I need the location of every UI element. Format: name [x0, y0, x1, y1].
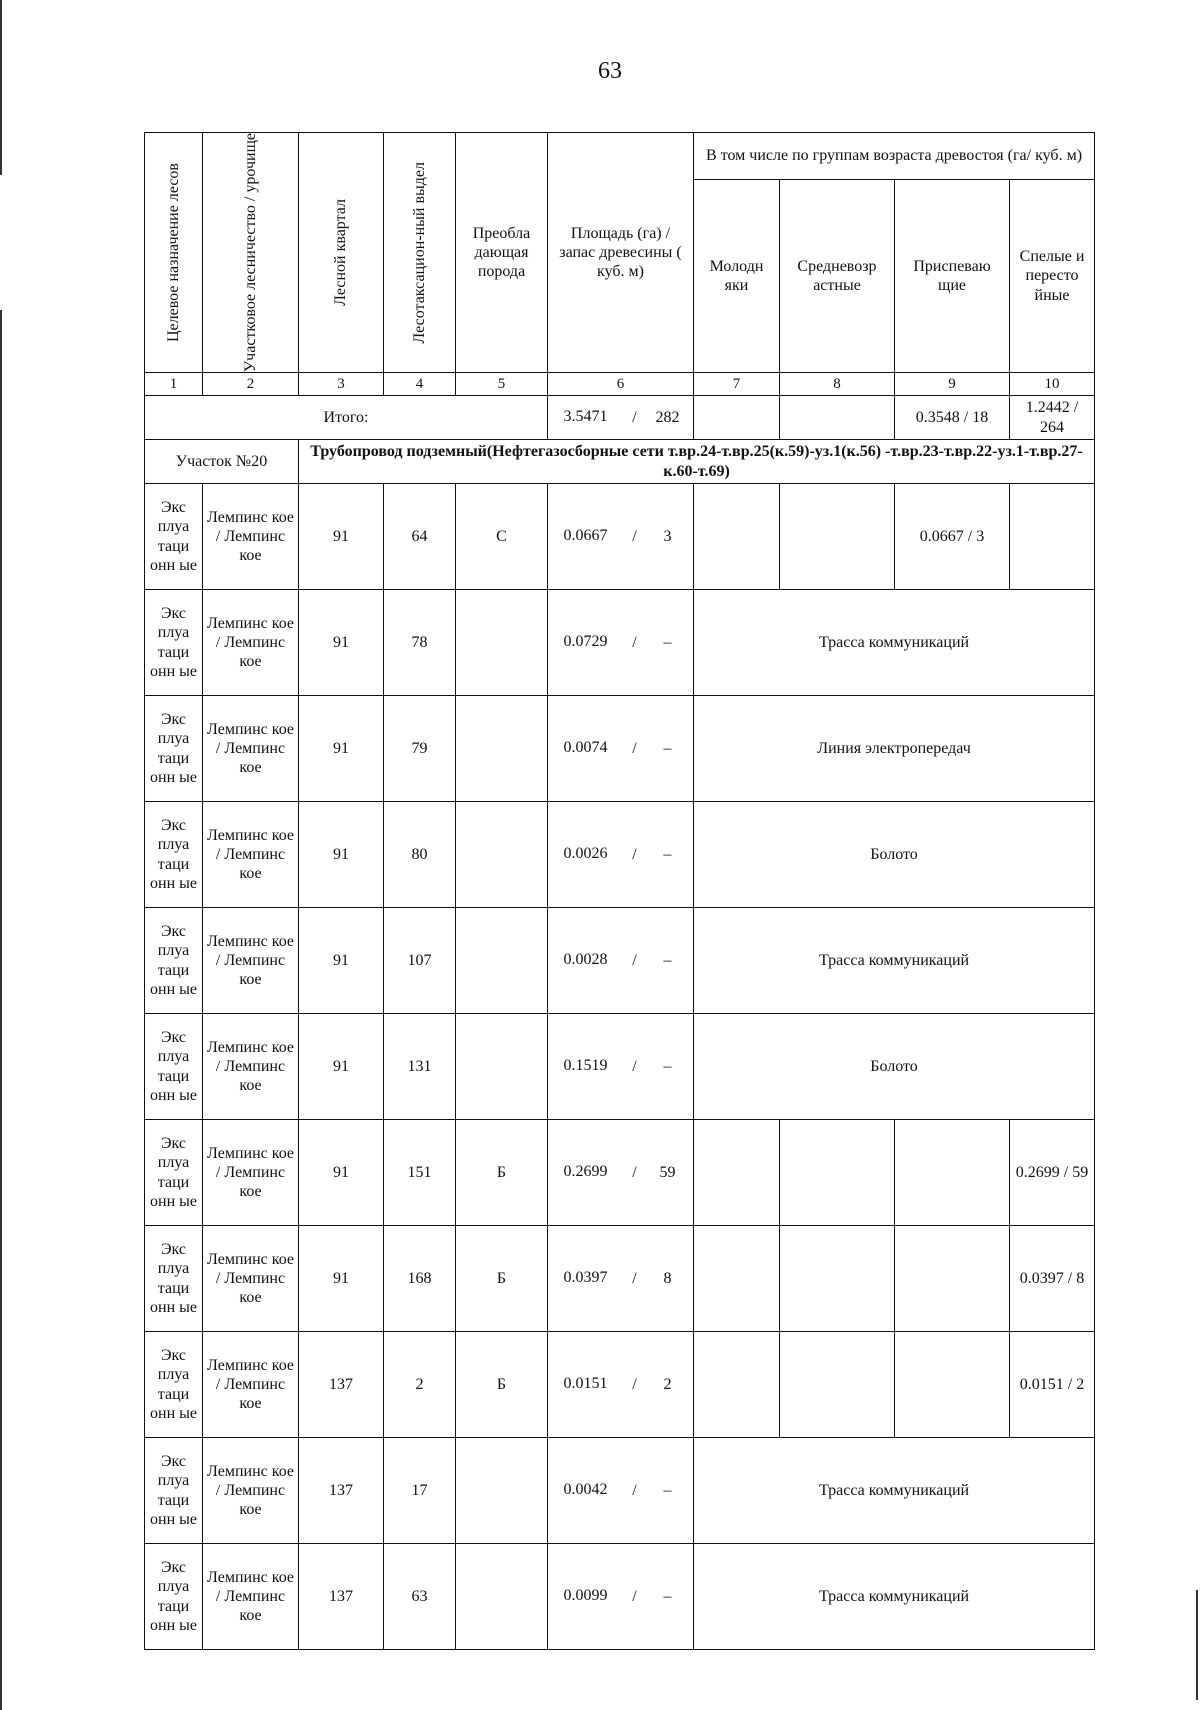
- young-value: [694, 484, 780, 590]
- header-maturing: Приспеваю щие: [895, 180, 1010, 373]
- header-purpose: Целевое назначение лесов: [145, 133, 203, 373]
- area-value: 0.0074: [563, 739, 608, 757]
- area-value: 0.0042: [563, 1481, 608, 1499]
- column-number: 4: [384, 373, 456, 396]
- table-row: [145, 908, 1095, 1014]
- forest-purpose: Экс плуа таци онн ые: [145, 1120, 203, 1226]
- land-category-note: Трасса коммуникаций: [694, 1438, 1095, 1544]
- header-mature: Спелые и пересто йные: [1010, 180, 1095, 373]
- forest-quarter: 91: [299, 696, 384, 802]
- volume-value: –: [663, 952, 672, 970]
- area-volume-cell: [548, 1014, 694, 1120]
- table-row: [145, 1014, 1095, 1120]
- column-number: 10: [1010, 373, 1095, 396]
- forest-quarter: 137: [299, 1438, 384, 1544]
- total-area: 3.5471: [563, 408, 608, 426]
- forest-quarter: 91: [299, 908, 384, 1014]
- dominant-species: [456, 1014, 548, 1120]
- column-number: 1: [145, 373, 203, 396]
- dominant-species: С: [456, 484, 548, 590]
- column-number: 8: [780, 373, 895, 396]
- forest-vydel: 79: [384, 696, 456, 802]
- volume-value: 2: [663, 1376, 672, 1394]
- mature-value: [1010, 484, 1095, 590]
- forest-quarter: 137: [299, 1332, 384, 1438]
- total-label: Итого:: [145, 396, 548, 440]
- area-volume-cell: [548, 590, 694, 696]
- table-row: [145, 590, 1095, 696]
- forest-purpose: Экс плуа таци онн ые: [145, 802, 203, 908]
- column-number: 2: [203, 373, 299, 396]
- volume-value: 59: [659, 1164, 676, 1182]
- forest-vydel: 107: [384, 908, 456, 1014]
- total-middle-aged: [780, 396, 895, 440]
- header-area: Площадь (га) / запас древесины ( куб. м): [548, 133, 694, 373]
- column-number: 5: [456, 373, 548, 396]
- land-category-note: Трасса коммуникаций: [694, 908, 1095, 1014]
- area-separator: /: [632, 1482, 637, 1500]
- maturing-value: [895, 1332, 1010, 1438]
- forest-quarter: 91: [299, 1226, 384, 1332]
- area-separator: /: [632, 740, 637, 758]
- volume-value: –: [663, 1588, 672, 1606]
- total-young: [694, 396, 780, 440]
- maturing-value: [895, 1120, 1010, 1226]
- land-category-note: Трасса коммуникаций: [694, 590, 1095, 696]
- table-row: [145, 802, 1095, 908]
- area-value: 0.0028: [563, 951, 608, 969]
- dominant-species: [456, 1438, 548, 1544]
- area-value: 0.2699: [563, 1163, 608, 1181]
- forest-quarter: 91: [299, 1014, 384, 1120]
- volume-value: –: [663, 634, 672, 652]
- area-volume-cell: [548, 696, 694, 802]
- area-volume-cell: [548, 1544, 694, 1650]
- volume-value: –: [663, 846, 672, 864]
- forest-vydel: 17: [384, 1438, 456, 1544]
- forest-purpose: Экс плуа таци онн ые: [145, 696, 203, 802]
- area-separator: /: [632, 846, 637, 864]
- area-volume-cell: [548, 484, 694, 590]
- header-forestry: Участковое лесничество / урочище: [203, 133, 299, 373]
- mature-value: 0.0397 / 8: [1010, 1226, 1095, 1332]
- volume-value: 3: [663, 528, 672, 546]
- dominant-species: Б: [456, 1120, 548, 1226]
- dominant-species: [456, 1544, 548, 1650]
- young-value: [694, 1332, 780, 1438]
- dominant-species: [456, 696, 548, 802]
- forest-vydel: 80: [384, 802, 456, 908]
- volume-value: –: [663, 1058, 672, 1076]
- forest-purpose: Экс плуа таци онн ые: [145, 484, 203, 590]
- land-category-note: Болото: [694, 802, 1095, 908]
- forestry-name: Лемпинс кое / Лемпинс кое: [203, 1014, 299, 1120]
- forestry-name: Лемпинс кое / Лемпинс кое: [203, 590, 299, 696]
- area-separator: /: [632, 634, 637, 652]
- area-value: 0.0099: [563, 1587, 608, 1605]
- forest-register-table: [144, 132, 1095, 1650]
- area-separator: /: [632, 409, 637, 427]
- forest-purpose: Экс плуа таци онн ые: [145, 1544, 203, 1650]
- area-separator: /: [632, 1164, 637, 1182]
- forest-purpose: Экс плуа таци онн ые: [145, 590, 203, 696]
- forest-vydel: 2: [384, 1332, 456, 1438]
- table-row: [145, 1226, 1095, 1332]
- total-maturing: 0.3548 / 18: [895, 396, 1010, 440]
- land-category-note: Линия электропередач: [694, 696, 1095, 802]
- page-number: 63: [598, 58, 622, 84]
- forest-purpose: Экс плуа таци онн ые: [145, 1014, 203, 1120]
- forestry-name: Лемпинс кое / Лемпинс кое: [203, 802, 299, 908]
- mature-value: 0.0151 / 2: [1010, 1332, 1095, 1438]
- header-vydel: Лесотаксацион-ный выдел: [384, 133, 456, 373]
- area-volume-cell: [548, 1226, 694, 1332]
- column-number-row: [145, 373, 1095, 396]
- area-volume-cell: [548, 1120, 694, 1226]
- forest-purpose: Экс плуа таци онн ые: [145, 1438, 203, 1544]
- area-separator: /: [632, 1588, 637, 1606]
- area-value: 0.0026: [563, 845, 608, 863]
- young-value: [694, 1226, 780, 1332]
- land-category-note: Трасса коммуникаций: [694, 1544, 1095, 1650]
- area-value: 0.0397: [563, 1269, 608, 1287]
- area-volume-cell: [548, 908, 694, 1014]
- header-row: [145, 133, 1095, 180]
- forestry-name: Лемпинс кое / Лемпинс кое: [203, 1332, 299, 1438]
- section-label: Участок №20: [145, 440, 299, 484]
- section-title: Трубопровод подземный(Нефтегазосборные сети т.вр.24-т.вр.25(к.59)-уз.1(к.56) -т.вр.23-т.вр.22-уз.1-т.вр.27-к.60-т.69): [299, 440, 1095, 484]
- volume-value: 8: [663, 1270, 672, 1288]
- total-row: [145, 396, 1095, 440]
- dominant-species: [456, 908, 548, 1014]
- forestry-name: Лемпинс кое / Лемпинс кое: [203, 908, 299, 1014]
- mature-value: 0.2699 / 59: [1010, 1120, 1095, 1226]
- header-age-groups: В том числе по группам возраста древостоя (га/ куб. м): [694, 133, 1095, 180]
- area-volume-cell: [548, 802, 694, 908]
- middle-aged-value: [780, 1226, 895, 1332]
- table-row: [145, 484, 1095, 590]
- table-row: [145, 696, 1095, 802]
- area-volume-cell: [548, 1438, 694, 1544]
- forest-vydel: 168: [384, 1226, 456, 1332]
- total-volume: 282: [655, 409, 680, 427]
- dominant-species: Б: [456, 1226, 548, 1332]
- forest-quarter: 137: [299, 1544, 384, 1650]
- forestry-name: Лемпинс кое / Лемпинс кое: [203, 696, 299, 802]
- dominant-species: [456, 802, 548, 908]
- column-number: 6: [548, 373, 694, 396]
- scan-edge-mark: [0, 310, 2, 1710]
- area-separator: /: [632, 1270, 637, 1288]
- area-separator: /: [632, 952, 637, 970]
- middle-aged-value: [780, 484, 895, 590]
- column-number: 3: [299, 373, 384, 396]
- area-separator: /: [632, 1376, 637, 1394]
- scan-edge-mark: [0, 0, 2, 175]
- column-number: 9: [895, 373, 1010, 396]
- land-category-note: Болото: [694, 1014, 1095, 1120]
- middle-aged-value: [780, 1120, 895, 1226]
- forest-purpose: Экс плуа таци онн ые: [145, 908, 203, 1014]
- area-value: 0.1519: [563, 1057, 608, 1075]
- scan-edge-mark: [1196, 1590, 1198, 1700]
- volume-value: –: [663, 1482, 672, 1500]
- header-young: Молодн яки: [694, 180, 780, 373]
- maturing-value: [895, 1226, 1010, 1332]
- header-quarter: Лесной квартал: [299, 133, 384, 373]
- column-number: 7: [694, 373, 780, 396]
- table-row: [145, 1438, 1095, 1544]
- forestry-name: Лемпинс кое / Лемпинс кое: [203, 1544, 299, 1650]
- maturing-value: 0.0667 / 3: [895, 484, 1010, 590]
- area-value: 0.0667: [563, 527, 608, 545]
- total-area-cell: [548, 396, 694, 440]
- forest-vydel: 64: [384, 484, 456, 590]
- forest-vydel: 78: [384, 590, 456, 696]
- forest-vydel: 131: [384, 1014, 456, 1120]
- dominant-species: Б: [456, 1332, 548, 1438]
- forest-purpose: Экс плуа таци онн ые: [145, 1226, 203, 1332]
- total-mature: 1.2442 / 264: [1010, 396, 1095, 440]
- forest-vydel: 63: [384, 1544, 456, 1650]
- table-row: [145, 1544, 1095, 1650]
- header-species: Преобла дающая порода: [456, 133, 548, 373]
- table-row: [145, 1332, 1095, 1438]
- area-separator: /: [632, 1058, 637, 1076]
- forest-quarter: 91: [299, 590, 384, 696]
- forest-quarter: 91: [299, 484, 384, 590]
- area-volume-cell: [548, 1332, 694, 1438]
- area-value: 0.0151: [563, 1375, 608, 1393]
- forestry-name: Лемпинс кое / Лемпинс кое: [203, 484, 299, 590]
- middle-aged-value: [780, 1332, 895, 1438]
- forest-purpose: Экс плуа таци онн ые: [145, 1332, 203, 1438]
- section-row: [145, 440, 1095, 484]
- area-separator: /: [632, 528, 637, 546]
- header-middle-aged: Средневозр астные: [780, 180, 895, 373]
- forestry-name: Лемпинс кое / Лемпинс кое: [203, 1226, 299, 1332]
- forestry-name: Лемпинс кое / Лемпинс кое: [203, 1438, 299, 1544]
- volume-value: –: [663, 740, 672, 758]
- dominant-species: [456, 590, 548, 696]
- table-row: [145, 1120, 1095, 1226]
- young-value: [694, 1120, 780, 1226]
- forest-vydel: 151: [384, 1120, 456, 1226]
- forest-quarter: 91: [299, 802, 384, 908]
- forestry-name: Лемпинс кое / Лемпинс кое: [203, 1120, 299, 1226]
- forest-quarter: 91: [299, 1120, 384, 1226]
- area-value: 0.0729: [563, 633, 608, 651]
